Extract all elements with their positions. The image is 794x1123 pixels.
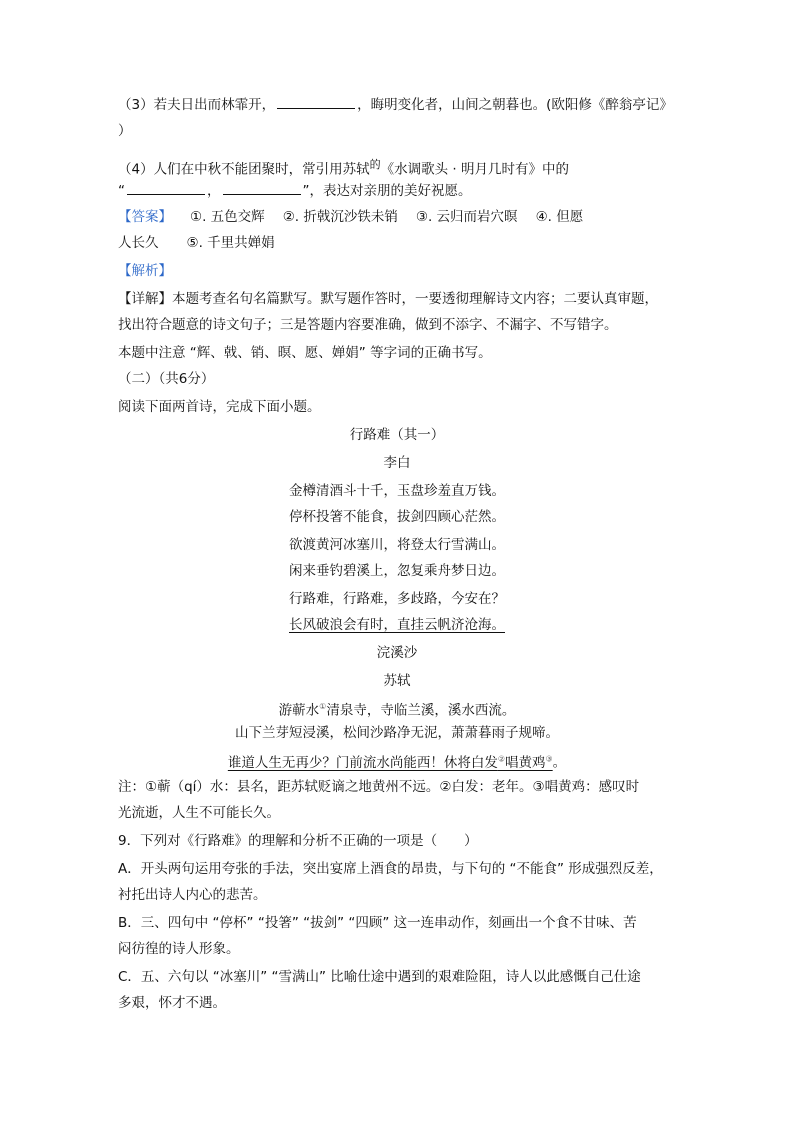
poem1-line-4: 闲来垂钓碧溪上，忽复乘舟梦日边。 [289, 563, 505, 579]
q4-comma: ， [207, 183, 221, 199]
option-a-line-2: 衬托出诗人内心的悲苦。 [118, 887, 267, 903]
question-4-line [118, 156, 569, 179]
option-c-line-1: C．五、六句以 “冰塞川” “雪满山” 比喻仕途中遇到的艰难险阻，诗人以此感慨自己仕途 [118, 969, 641, 985]
notes-line-2: 光流逝，人生不可能长久。 [118, 805, 280, 821]
poem1-underlined-line-wrap [0, 616, 794, 634]
poem2-line-3 [0, 750, 794, 772]
answer-line-1 [118, 208, 583, 226]
footnote-marker-2: ② [497, 754, 505, 763]
poem1-line-1: 金樽清酒斗十千，玉盘珍羞直万钱。 [289, 483, 505, 499]
analysis-note: 本题中注意 “辉、戟、销、暝、愿、婵娟” 等字词的正确书写。 [118, 345, 492, 361]
poem1-line-2: 停杯投箸不能食，拔剑四顾心茫然。 [289, 509, 505, 525]
q4-line1b: 《水调歌头 · 明月几时有》中的 [380, 161, 569, 178]
poem2-underlined-line [228, 755, 553, 771]
poem1-line-5: 行路难，行路难，多歧路，今安在？ [289, 591, 505, 607]
answer-item-4: ④. 但愿 [535, 209, 584, 225]
option-a-line-1: A．开头两句运用夸张的手法，突出宴席上酒食的昂贵，与下句的 “不能食” 形成强烈反差， [118, 861, 663, 877]
poem1-underlined-line: 长风破浪会有时，直挂云帆济沧海。 [289, 617, 505, 633]
answer-item-5: ⑤. 千里共婵娟 [186, 235, 275, 251]
q4-suffix: ”，表达对亲朋的美好祝愿。 [302, 183, 472, 199]
poem1-title: 行路难（其一） [349, 427, 445, 443]
poem2-line3-a: 谁道人生无再少？门前流水尚能西！休将白发 [227, 754, 498, 771]
q4-de: 的 [369, 158, 381, 171]
q4-answer-blank-2 [223, 182, 301, 195]
poem2-line3-b: 唱黄鸡 [505, 754, 546, 771]
q4-open-quote: “ [118, 183, 125, 199]
q3-suffix: ，晦明变化者，山间之朝暮也。(欧阳修《醉翁亭记》 [357, 97, 673, 113]
question-3-line [118, 96, 673, 114]
option-c-line-2: 多艰，怀才不遇。 [118, 995, 226, 1011]
analysis-label: 【解析】 [118, 263, 172, 279]
footnote-marker-1: ① [319, 702, 327, 711]
poem2-line1-b: 清泉寺，寺临兰溪，溪水西流。 [326, 702, 516, 719]
analysis-detail-2: 找出符合题意的诗文句子；三是答题内容要准确，做到不添字、不漏字、不写错字。 [118, 317, 618, 333]
footnote-marker-3: ③ [545, 754, 553, 763]
question-4-blanks-line [118, 182, 472, 200]
option-b-line-1: B．三、四句中 “停杯” “投箸” “拔剑” “四顾” 这一连串动作，刻画出一个食不甘味、苦 [118, 915, 637, 931]
poem1-author: 李白 [383, 455, 411, 471]
answer-label: 【答案】 [118, 209, 172, 225]
poem2-line-1 [0, 698, 794, 720]
poem2-line-2: 山下兰芽短浸溪，松间沙路净无泥，萧萧暮雨子规啼。 [235, 725, 559, 741]
poem2-author: 苏轼 [383, 673, 411, 689]
answer-item-1: ①. 五色交辉 [190, 209, 265, 225]
section-title: （二）（共6分） [118, 371, 215, 387]
poem1-line-3: 欲渡黄河冰塞川，将登太行雪满山。 [289, 537, 505, 553]
poem2-title: 浣溪沙 [376, 645, 418, 661]
q3-prefix: （3）若夫日出而林霏开， [118, 97, 276, 113]
q3-answer-blank [277, 96, 355, 109]
poem2-line1-a: 游蕲水 [278, 702, 320, 719]
answer-item-2: ②. 折戟沉沙铁未销 [282, 209, 398, 225]
question-9-stem: 9．下列对《行路难》的理解和分析不正确的一项是（ ） [118, 833, 478, 849]
q4-line1: （4）人们在中秋不能团聚时，常引用苏轼 [118, 161, 370, 178]
notes-line-1: 注：①蕲（qí）水：县名，距苏轼贬谪之地黄州不远。②白发：老年。③唱黄鸡：感叹时 [118, 779, 640, 795]
option-b-line-2: 闷彷徨的诗人形象。 [118, 941, 240, 957]
answer-line-2 [118, 234, 275, 252]
q4-answer-blank-1 [127, 182, 205, 195]
analysis-detail-1: 【详解】本题考查名句名篇默写。默写题作答时，一要透彻理解诗文内容；二要认真审题， [118, 291, 658, 307]
q3-close-paren: ） [118, 123, 132, 139]
section-instruction: 阅读下面两首诗，完成下面小题。 [118, 399, 321, 415]
poem2-line3-c: 。 [552, 754, 567, 771]
answer-line2a: 人长久 [118, 235, 159, 251]
answer-item-3: ③. 云归而岩穴暝 [415, 209, 518, 225]
